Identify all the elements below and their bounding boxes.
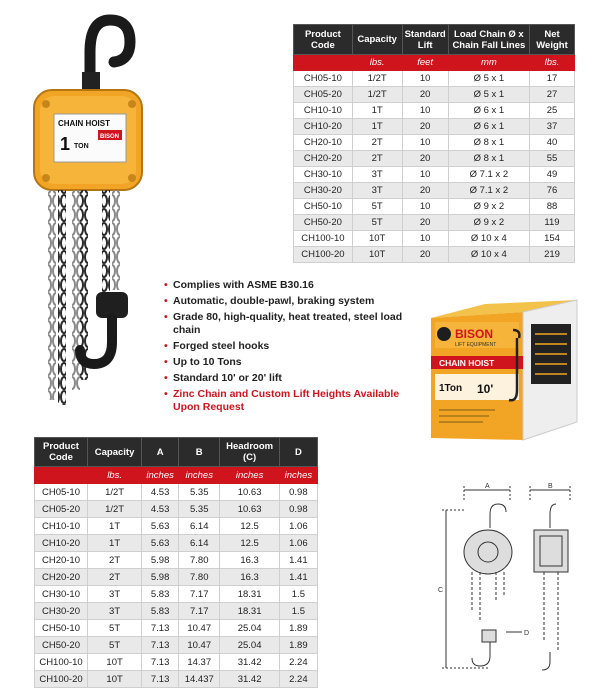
table-cell: 88	[530, 199, 575, 215]
table-cell: 1/2T	[87, 501, 141, 518]
feature-list	[164, 279, 409, 417]
unit-cell: mm	[448, 55, 529, 71]
table-cell: 20	[402, 119, 448, 135]
table-cell: 7.13	[142, 620, 179, 637]
table-cell: 1.5	[279, 603, 317, 620]
table-row	[35, 637, 318, 654]
column-header: Capacity	[352, 25, 402, 55]
table-row	[294, 183, 575, 199]
table-cell: 31.42	[220, 671, 279, 688]
column-header: Headroom (C)	[220, 438, 279, 467]
table-cell: CH10-10	[294, 103, 353, 119]
units-row	[35, 467, 318, 484]
table-cell: CH05-20	[294, 87, 353, 103]
table-cell: 1T	[352, 119, 402, 135]
table-cell: Ø 9 x 2	[448, 199, 529, 215]
unit-cell: lbs.	[87, 467, 141, 484]
spec-table	[293, 24, 575, 263]
table-row	[35, 484, 318, 501]
table-cell: 12.5	[220, 518, 279, 535]
table-cell: 20	[402, 247, 448, 263]
table-cell: 10	[402, 135, 448, 151]
table-cell: 10T	[87, 654, 141, 671]
table-cell: 14.437	[179, 671, 220, 688]
table-cell: 7.80	[179, 552, 220, 569]
table-cell: 3T	[87, 603, 141, 620]
column-header: Standard Lift	[402, 25, 448, 55]
table-cell: 5.35	[179, 484, 220, 501]
table-cell: 0.98	[279, 501, 317, 518]
table-cell: 10T	[352, 247, 402, 263]
table-row	[35, 535, 318, 552]
table-cell: 16.3	[220, 569, 279, 586]
feature-highlight: • Zinc Chain and Custom Lift Heights Available Upon Request	[164, 388, 409, 414]
table-cell: 10	[402, 167, 448, 183]
table-cell: 40	[530, 135, 575, 151]
table-row	[294, 135, 575, 151]
feature-item: • Up to 10 Tons	[164, 356, 409, 369]
unit-cell: lbs.	[352, 55, 402, 71]
diagram-label-b: B	[548, 483, 553, 490]
table-row	[294, 199, 575, 215]
table-cell: 17	[530, 71, 575, 87]
table-cell: 2T	[87, 569, 141, 586]
table-cell: 1/2T	[87, 484, 141, 501]
table-row	[35, 501, 318, 518]
table-cell: Ø 8 x 1	[448, 151, 529, 167]
table-cell: 10	[402, 231, 448, 247]
table-cell: 20	[402, 215, 448, 231]
feature-item: • Forged steel hooks	[164, 340, 409, 353]
table-cell: 4.53	[142, 501, 179, 518]
table-cell: CH100-20	[294, 247, 353, 263]
table-row	[294, 247, 575, 263]
table-cell: 1.06	[279, 535, 317, 552]
table-cell: CH05-10	[35, 484, 88, 501]
table-cell: 1T	[352, 103, 402, 119]
table-cell: 76	[530, 183, 575, 199]
dimension-diagram	[430, 480, 590, 685]
table-cell: 10	[402, 199, 448, 215]
table-cell: 154	[530, 231, 575, 247]
table-row	[35, 620, 318, 637]
table-cell: 2T	[352, 151, 402, 167]
table-cell: 14.37	[179, 654, 220, 671]
table-cell: Ø 7.1 x 2	[448, 167, 529, 183]
table-cell: 4.53	[142, 484, 179, 501]
diagram-label-a: A	[485, 483, 490, 490]
table-cell: 55	[530, 151, 575, 167]
table-cell: 6.14	[179, 518, 220, 535]
column-header: A	[142, 438, 179, 467]
feature-item: • Standard 10' or 20' lift	[164, 372, 409, 385]
table-cell: 5T	[87, 637, 141, 654]
table-cell: Ø 10 x 4	[448, 231, 529, 247]
feature-item: • Automatic, double-pawl, braking system	[164, 295, 409, 308]
table-cell: Ø 10 x 4	[448, 247, 529, 263]
unit-cell: inches	[179, 467, 220, 484]
table-cell: 5.83	[142, 603, 179, 620]
table-cell: 5T	[352, 199, 402, 215]
table-cell: 1.41	[279, 552, 317, 569]
hoist-label-brand: BISON	[100, 134, 120, 140]
table-cell: 1.41	[279, 569, 317, 586]
table-cell: 1.06	[279, 518, 317, 535]
table-cell: CH30-10	[294, 167, 353, 183]
unit-cell: lbs.	[530, 55, 575, 71]
table-cell: CH50-20	[35, 637, 88, 654]
table-cell: CH05-20	[35, 501, 88, 518]
dimension-table	[34, 437, 318, 688]
table-row	[294, 151, 575, 167]
spec-table-header	[294, 25, 575, 55]
spec-table-body	[294, 55, 575, 263]
table-cell: 6.14	[179, 535, 220, 552]
table-cell: 20	[402, 183, 448, 199]
table-cell: Ø 7.1 x 2	[448, 183, 529, 199]
box-banner: CHAIN HOIST	[439, 358, 495, 368]
table-row	[294, 119, 575, 135]
diagram-label-d: D	[524, 630, 530, 637]
table-cell: 5.63	[142, 518, 179, 535]
table-cell: 20	[402, 151, 448, 167]
table-cell: 1/2T	[352, 71, 402, 87]
table-cell: 7.13	[142, 671, 179, 688]
table-cell: Ø 5 x 1	[448, 87, 529, 103]
table-row	[35, 603, 318, 620]
table-cell: 0.98	[279, 484, 317, 501]
table-cell: 5.98	[142, 552, 179, 569]
table-cell: 20	[402, 87, 448, 103]
unit-cell: inches	[220, 467, 279, 484]
box-capacity: 1Ton	[439, 383, 463, 394]
column-header: D	[279, 438, 317, 467]
table-cell: 1/2T	[352, 87, 402, 103]
table-row	[35, 518, 318, 535]
table-cell: 49	[530, 167, 575, 183]
table-row	[294, 167, 575, 183]
column-header: Capacity	[87, 438, 141, 467]
table-cell: CH100-10	[294, 231, 353, 247]
box-brand: BISON	[455, 327, 494, 341]
column-header: Product Code	[35, 438, 88, 467]
table-cell: 27	[530, 87, 575, 103]
hoist-label-capacity: 1	[60, 134, 71, 154]
table-row	[35, 654, 318, 671]
table-cell: 7.13	[142, 654, 179, 671]
table-cell: CH30-10	[35, 586, 88, 603]
table-cell: 2T	[87, 552, 141, 569]
hoist-label-title: CHAIN HOIST	[58, 119, 110, 128]
table-cell: 25.04	[220, 637, 279, 654]
feature-item: • Grade 80, high-quality, heat treated, steel load chain	[164, 311, 409, 337]
table-row	[294, 103, 575, 119]
table-cell: 12.5	[220, 535, 279, 552]
diagram-label-c: C	[438, 587, 444, 594]
column-header: Load Chain Ø x Chain Fall Lines	[448, 25, 529, 55]
table-cell: 1T	[87, 518, 141, 535]
table-cell: 1T	[87, 535, 141, 552]
product-box	[425, 290, 585, 445]
table-cell: 31.42	[220, 654, 279, 671]
table-cell: Ø 6 x 1	[448, 103, 529, 119]
table-cell: 10.47	[179, 620, 220, 637]
table-cell: Ø 9 x 2	[448, 215, 529, 231]
table-cell: CH50-10	[35, 620, 88, 637]
table-row	[35, 671, 318, 688]
chain-hoist-illustration	[28, 12, 158, 412]
table-cell: CH20-10	[35, 552, 88, 569]
table-cell: CH10-20	[35, 535, 88, 552]
table-cell: 25	[530, 103, 575, 119]
table-cell: 3T	[352, 167, 402, 183]
table-cell: 1.5	[279, 586, 317, 603]
table-cell: 10T	[352, 231, 402, 247]
table-cell: CH30-20	[35, 603, 88, 620]
table-cell: 10	[402, 71, 448, 87]
table-cell: 5.98	[142, 569, 179, 586]
table-cell: Ø 8 x 1	[448, 135, 529, 151]
table-cell: Ø 5 x 1	[448, 71, 529, 87]
table-cell: 10.63	[220, 501, 279, 518]
unit-cell: inches	[279, 467, 317, 484]
table-cell: 2T	[352, 135, 402, 151]
table-cell: CH50-10	[294, 199, 353, 215]
unit-cell	[35, 467, 88, 484]
table-cell: 7.17	[179, 603, 220, 620]
box-lift: 10'	[477, 382, 494, 396]
table-cell: CH100-10	[35, 654, 88, 671]
table-cell: 5T	[87, 620, 141, 637]
table-cell: 5.83	[142, 586, 179, 603]
table-cell: 18.31	[220, 586, 279, 603]
table-cell: 2.24	[279, 671, 317, 688]
table-cell: CH05-10	[294, 71, 353, 87]
table-cell: 3T	[352, 183, 402, 199]
table-cell: 5.35	[179, 501, 220, 518]
table-cell: 16.3	[220, 552, 279, 569]
table-row	[294, 231, 575, 247]
dimension-table-body	[35, 467, 318, 688]
unit-cell	[294, 55, 353, 71]
table-cell: 7.17	[179, 586, 220, 603]
table-cell: CH30-20	[294, 183, 353, 199]
table-cell: CH10-10	[35, 518, 88, 535]
table-cell: 219	[530, 247, 575, 263]
table-cell: Ø 6 x 1	[448, 119, 529, 135]
table-cell: 1.89	[279, 620, 317, 637]
table-cell: 2.24	[279, 654, 317, 671]
units-row	[294, 55, 575, 71]
table-cell: 7.80	[179, 569, 220, 586]
column-header: B	[179, 438, 220, 467]
dimension-table-header	[35, 438, 318, 467]
table-cell: 7.13	[142, 637, 179, 654]
table-row	[294, 87, 575, 103]
table-cell: 10.63	[220, 484, 279, 501]
column-header: Net Weight	[530, 25, 575, 55]
table-row	[294, 71, 575, 87]
table-cell: 25.04	[220, 620, 279, 637]
table-cell: 10	[402, 103, 448, 119]
table-cell: CH50-20	[294, 215, 353, 231]
table-cell: 119	[530, 215, 575, 231]
table-cell: 37	[530, 119, 575, 135]
table-row	[35, 569, 318, 586]
table-cell: CH20-10	[294, 135, 353, 151]
table-cell: 3T	[87, 586, 141, 603]
table-row	[35, 552, 318, 569]
unit-cell: feet	[402, 55, 448, 71]
hoist-label-unit: TON	[74, 143, 89, 150]
table-cell: CH20-20	[35, 569, 88, 586]
box-brand-sub: LIFT EQUIPMENT	[455, 342, 497, 348]
table-cell: 10.47	[179, 637, 220, 654]
column-header: Product Code	[294, 25, 353, 55]
table-cell: 10T	[87, 671, 141, 688]
table-row	[35, 586, 318, 603]
table-cell: CH20-20	[294, 151, 353, 167]
table-cell: 1.89	[279, 637, 317, 654]
table-cell: CH10-20	[294, 119, 353, 135]
table-cell: CH100-20	[35, 671, 88, 688]
table-cell: 5T	[352, 215, 402, 231]
unit-cell: inches	[142, 467, 179, 484]
table-cell: 5.63	[142, 535, 179, 552]
table-row	[294, 215, 575, 231]
feature-item: • Complies with ASME B30.16	[164, 279, 409, 292]
table-cell: 18.31	[220, 603, 279, 620]
